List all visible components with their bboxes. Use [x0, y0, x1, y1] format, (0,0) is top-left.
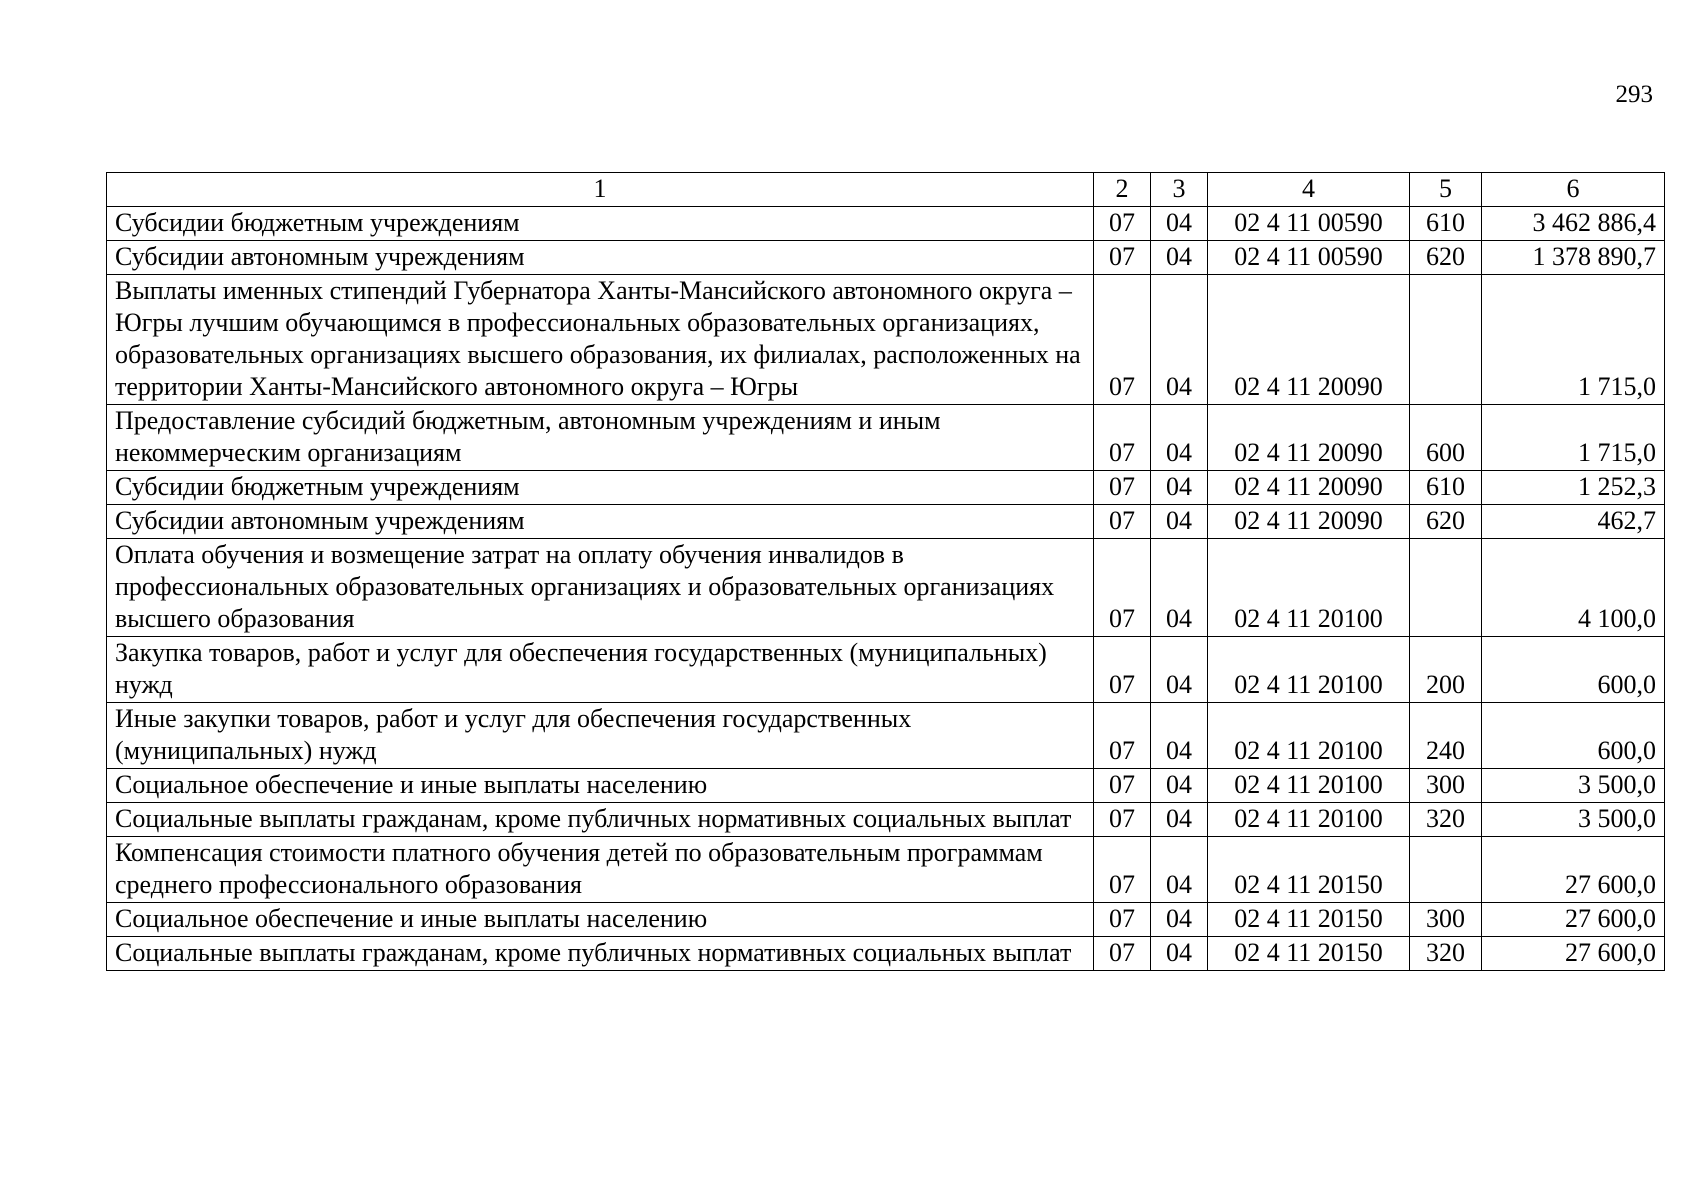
column-header-5: 5 — [1410, 173, 1482, 207]
column-header-3: 3 — [1151, 173, 1208, 207]
subsection-code: 04 — [1151, 637, 1208, 703]
table-row — [107, 539, 1665, 637]
subsection-code: 04 — [1151, 803, 1208, 837]
target-article-code: 02 4 11 20090 — [1208, 275, 1410, 405]
target-article-code: 02 4 11 20090 — [1208, 471, 1410, 505]
amount-value: 27 600,0 — [1482, 837, 1665, 903]
expense-type-code: 620 — [1410, 505, 1482, 539]
section-code: 07 — [1094, 703, 1151, 769]
subsection-code: 04 — [1151, 703, 1208, 769]
expense-type-code: 320 — [1410, 803, 1482, 837]
subsection-code: 04 — [1151, 903, 1208, 937]
subsection-code: 04 — [1151, 937, 1208, 971]
row-description: Социальное обеспечение и иные выплаты населению — [107, 769, 1094, 803]
amount-value: 1 715,0 — [1482, 275, 1665, 405]
table-row — [107, 207, 1665, 241]
column-header-2: 2 — [1094, 173, 1151, 207]
section-code: 07 — [1094, 405, 1151, 471]
amount-value: 600,0 — [1482, 703, 1665, 769]
row-description: Выплаты именных стипендий Губернатора Ханты-Мансийского автономного округа – Югры лучшим обучающимся в профессиональных образовательных организациях, образовательных организациях высшего образования, их филиалах, расположенных на территории Ханты-Мансийского автономного округа – Югры — [107, 275, 1094, 405]
section-code: 07 — [1094, 207, 1151, 241]
subsection-code: 04 — [1151, 405, 1208, 471]
table-row — [107, 505, 1665, 539]
section-code: 07 — [1094, 505, 1151, 539]
row-description: Предоставление субсидий бюджетным, автономным учреждениям и иным некоммерческим организациям — [107, 405, 1094, 471]
table-row — [107, 769, 1665, 803]
subsection-code: 04 — [1151, 505, 1208, 539]
table-row — [107, 703, 1665, 769]
amount-value: 3 500,0 — [1482, 803, 1665, 837]
target-article-code: 02 4 11 20090 — [1208, 405, 1410, 471]
section-code: 07 — [1094, 803, 1151, 837]
table-row — [107, 937, 1665, 971]
row-description: Субсидии автономным учреждениям — [107, 505, 1094, 539]
table-body — [107, 207, 1665, 971]
amount-value: 3 500,0 — [1482, 769, 1665, 803]
amount-value: 462,7 — [1482, 505, 1665, 539]
section-code: 07 — [1094, 241, 1151, 275]
row-description: Социальные выплаты гражданам, кроме публичных нормативных социальных выплат — [107, 803, 1094, 837]
expense-type-code — [1410, 539, 1482, 637]
amount-value: 27 600,0 — [1482, 903, 1665, 937]
amount-value: 4 100,0 — [1482, 539, 1665, 637]
target-article-code: 02 4 11 20100 — [1208, 703, 1410, 769]
amount-value: 1 252,3 — [1482, 471, 1665, 505]
expense-type-code: 200 — [1410, 637, 1482, 703]
page-number: 293 — [1615, 81, 1653, 108]
section-code: 07 — [1094, 275, 1151, 405]
amount-value: 27 600,0 — [1482, 937, 1665, 971]
amount-value: 1 378 890,7 — [1482, 241, 1665, 275]
table-header-row — [107, 173, 1665, 207]
section-code: 07 — [1094, 837, 1151, 903]
section-code: 07 — [1094, 769, 1151, 803]
expense-type-code: 610 — [1410, 471, 1482, 505]
amount-value: 600,0 — [1482, 637, 1665, 703]
amount-value: 1 715,0 — [1482, 405, 1665, 471]
target-article-code: 02 4 11 20090 — [1208, 505, 1410, 539]
expense-type-code: 320 — [1410, 937, 1482, 971]
target-article-code: 02 4 11 20100 — [1208, 637, 1410, 703]
section-code: 07 — [1094, 539, 1151, 637]
expense-type-code: 300 — [1410, 769, 1482, 803]
target-article-code: 02 4 11 20100 — [1208, 803, 1410, 837]
row-description: Оплата обучения и возмещение затрат на оплату обучения инвалидов в профессиональных образовательных организациях и образовательных организациях высшего образования — [107, 539, 1094, 637]
subsection-code: 04 — [1151, 241, 1208, 275]
section-code: 07 — [1094, 903, 1151, 937]
subsection-code: 04 — [1151, 539, 1208, 637]
table-row — [107, 405, 1665, 471]
target-article-code: 02 4 11 20150 — [1208, 903, 1410, 937]
column-header-1: 1 — [107, 173, 1094, 207]
row-description: Закупка товаров, работ и услуг для обеспечения государственных (муниципальных) нужд — [107, 637, 1094, 703]
column-header-6: 6 — [1482, 173, 1665, 207]
expense-type-code: 620 — [1410, 241, 1482, 275]
subsection-code: 04 — [1151, 769, 1208, 803]
expense-type-code: 600 — [1410, 405, 1482, 471]
row-description: Компенсация стоимости платного обучения детей по образовательным программам среднего профессионального образования — [107, 837, 1094, 903]
row-description: Субсидии бюджетным учреждениям — [107, 207, 1094, 241]
section-code: 07 — [1094, 637, 1151, 703]
table-row — [107, 837, 1665, 903]
expense-type-code — [1410, 837, 1482, 903]
target-article-code: 02 4 11 20150 — [1208, 837, 1410, 903]
table-row — [107, 275, 1665, 405]
subsection-code: 04 — [1151, 275, 1208, 405]
row-description: Иные закупки товаров, работ и услуг для обеспечения государственных (муниципальных) нужд — [107, 703, 1094, 769]
target-article-code: 02 4 11 00590 — [1208, 207, 1410, 241]
subsection-code: 04 — [1151, 837, 1208, 903]
expense-type-code: 240 — [1410, 703, 1482, 769]
target-article-code: 02 4 11 20150 — [1208, 937, 1410, 971]
target-article-code: 02 4 11 00590 — [1208, 241, 1410, 275]
target-article-code: 02 4 11 20100 — [1208, 539, 1410, 637]
amount-value: 3 462 886,4 — [1482, 207, 1665, 241]
table-row — [107, 241, 1665, 275]
subsection-code: 04 — [1151, 471, 1208, 505]
column-header-4: 4 — [1208, 173, 1410, 207]
expense-type-code: 610 — [1410, 207, 1482, 241]
row-description: Социальные выплаты гражданам, кроме публичных нормативных социальных выплат — [107, 937, 1094, 971]
table-row — [107, 803, 1665, 837]
table-row — [107, 471, 1665, 505]
row-description: Субсидии автономным учреждениям — [107, 241, 1094, 275]
expense-type-code: 300 — [1410, 903, 1482, 937]
expense-type-code — [1410, 275, 1482, 405]
budget-table — [106, 172, 1665, 971]
section-code: 07 — [1094, 471, 1151, 505]
row-description: Субсидии бюджетным учреждениям — [107, 471, 1094, 505]
table-row — [107, 903, 1665, 937]
table-row — [107, 637, 1665, 703]
row-description: Социальное обеспечение и иные выплаты населению — [107, 903, 1094, 937]
target-article-code: 02 4 11 20100 — [1208, 769, 1410, 803]
subsection-code: 04 — [1151, 207, 1208, 241]
section-code: 07 — [1094, 937, 1151, 971]
